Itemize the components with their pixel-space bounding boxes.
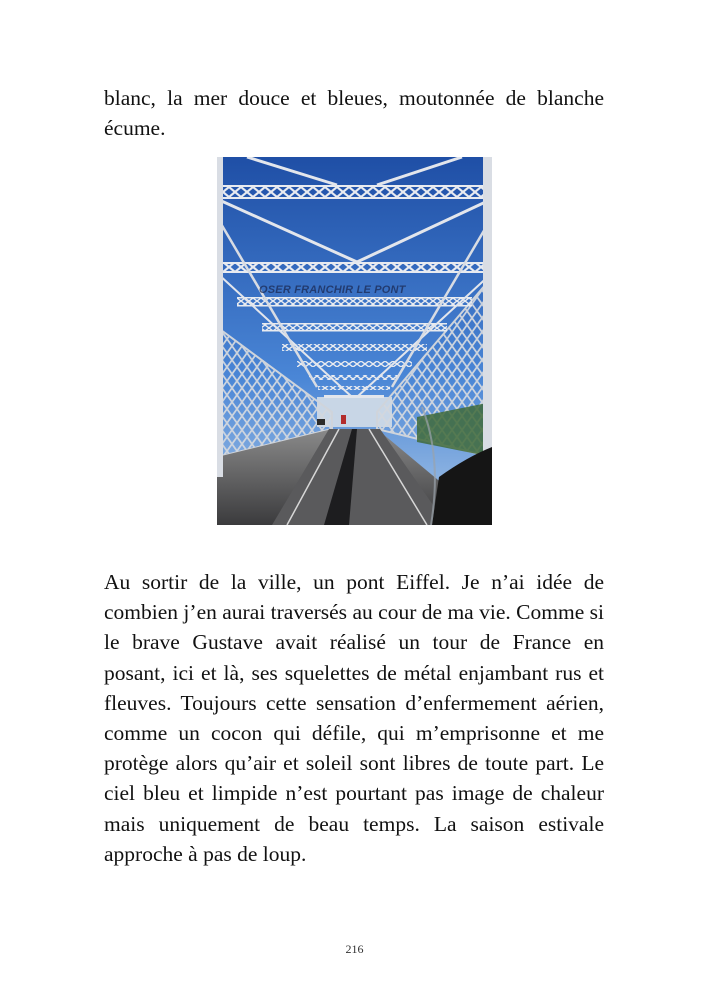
photo-caption: OSER FRANCHIR LE PONT [259,284,406,296]
page-number: 216 [345,942,364,956]
bridge-photo [217,157,492,525]
bridge-illustration [217,157,492,525]
paragraph-main: Au sortir de la ville, un pont Eiffel. Je n’ai idée de combien j’en aurai traversés au cour de ma vie. Comme si le brave Gustave avait réalisé un tour de France en posant, ici et là, ses squelettes de métal enjambant rus et fleuves. Toujours cette sensation d’enfermement aérien, comme un cocon qui défile, qui m’emprisonne et me protège alors qu’air et soleil sont libres de toute part. Le ciel bleu et limpide n’est pourtant pas image de chaleur mais uniquement de beau temps. La saison estivale approche à pas de loup. [104,570,604,866]
paragraph-intro: blanc, la mer douce et bleues, moutonnée de blanche écume. [104,86,604,141]
